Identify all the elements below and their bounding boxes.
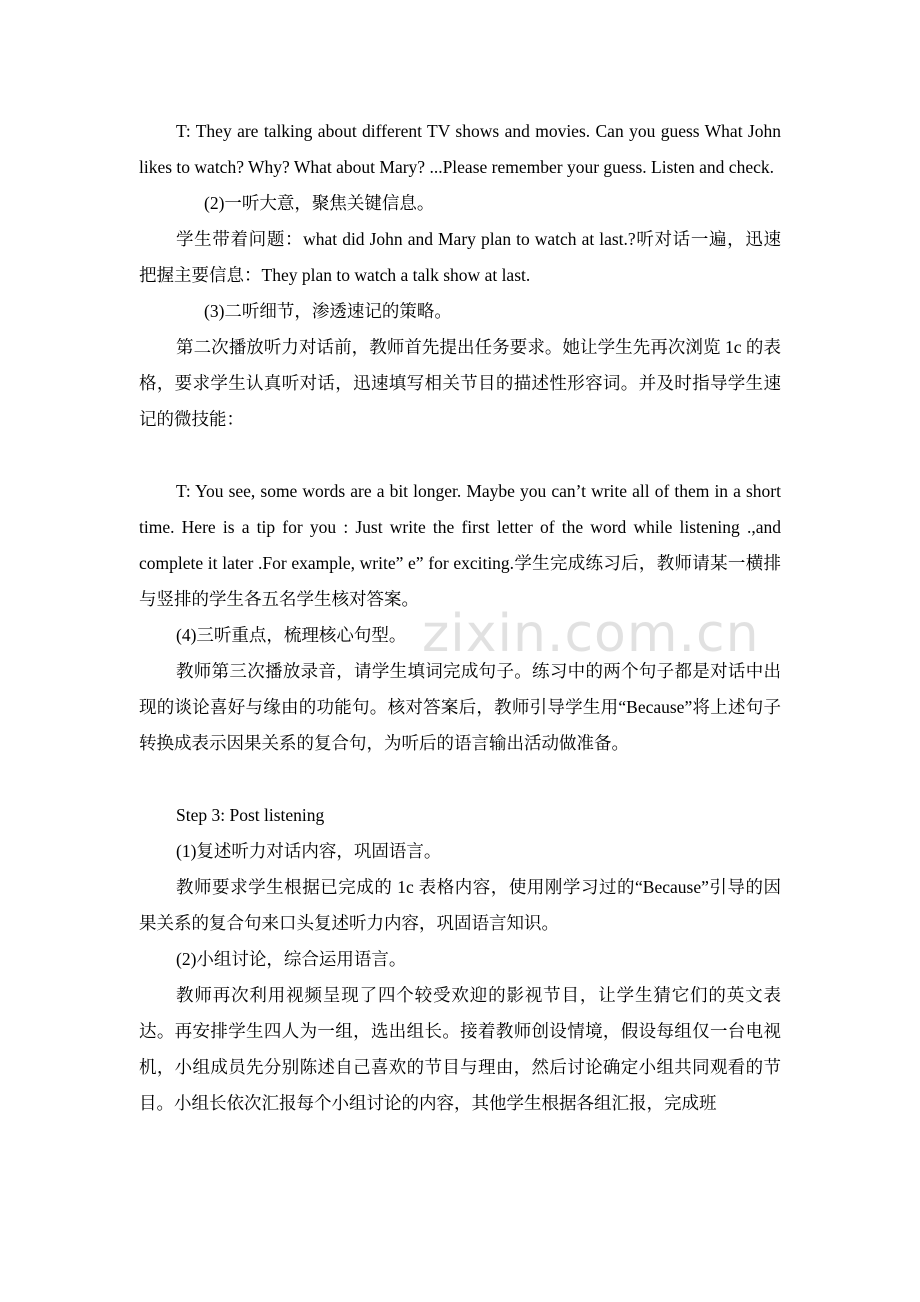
paragraph-first-listening: 学生带着问题：what did John and Mary plan to watch at last.?听对话一遍，迅速把握主要信息：They plan to watch a talk show at last. <box>139 229 781 285</box>
document-body <box>139 113 781 1121</box>
paragraph-group-discussion: 教师再次利用视频呈现了四个较受欢迎的影视节目，让学生猜它们的英文表达。再安排学生四人为一组，选出组长。接着教师创设情境，假设每组仅一台电视机，小组成员先分别陈述自己喜欢的节目与理由，然后讨论确定小组共同观看的节目。小组长依次汇报每个小组讨论的内容，其他学生根据各组汇报，完成班 <box>139 985 781 1113</box>
heading-group-discussion: (2)小组讨论，综合运用语言。 <box>176 949 407 969</box>
blank-line <box>139 437 781 473</box>
heading-step-3: Step 3: Post listening <box>176 805 325 825</box>
paragraph-third-listening: 教师第三次播放录音，请学生填词完成句子。练习中的两个句子都是对话中出现的谈论喜好与缘由的功能句。核对答案后，教师引导学生用“Because”将上述句子转换成表示因果关系的复合句，为听后的语言输出活动做准备。 <box>139 661 781 753</box>
heading-third-listening: (4)三听重点，梳理核心句型。 <box>176 625 407 645</box>
paragraph-second-listening: 第二次播放听力对话前，教师首先提出任务要求。她让学生先再次浏览 1c 的表格，要求学生认真听对话，迅速填写相关节目的描述性形容词。并及时指导学生速记的微技能： <box>139 337 781 429</box>
watermark: zixin.com.cn <box>422 604 760 664</box>
heading-retelling: (1)复述听力对话内容，巩固语言。 <box>176 841 442 861</box>
heading-second-listening: (3)二听细节，渗透速记的策略。 <box>204 301 452 321</box>
blank-line <box>139 761 781 797</box>
paragraph-teacher-prompt: T: They are talking about different TV shows and movies. Can you guess What John likes to watch? Why? What about Mary? ...Please remember your guess. Listen and check. <box>139 121 781 177</box>
paragraph-retelling: 教师要求学生根据已完成的 1c 表格内容，使用刚学习过的“Because”引导的因果关系的复合句来口头复述听力内容，巩固语言知识。 <box>139 877 781 933</box>
paragraph-teacher-tip: T: You see, some words are a bit longer. Maybe you can’t write all of them in a short time. Here is a tip for you : Just write the first letter of the word while listening .,and complete it later .For example, write” e” for exciting.学生完成练习后，教师请某一横排与竖排的学生各五名学生核对答案。 <box>139 481 781 609</box>
heading-first-listening: (2)一听大意，聚焦关键信息。 <box>204 193 435 213</box>
